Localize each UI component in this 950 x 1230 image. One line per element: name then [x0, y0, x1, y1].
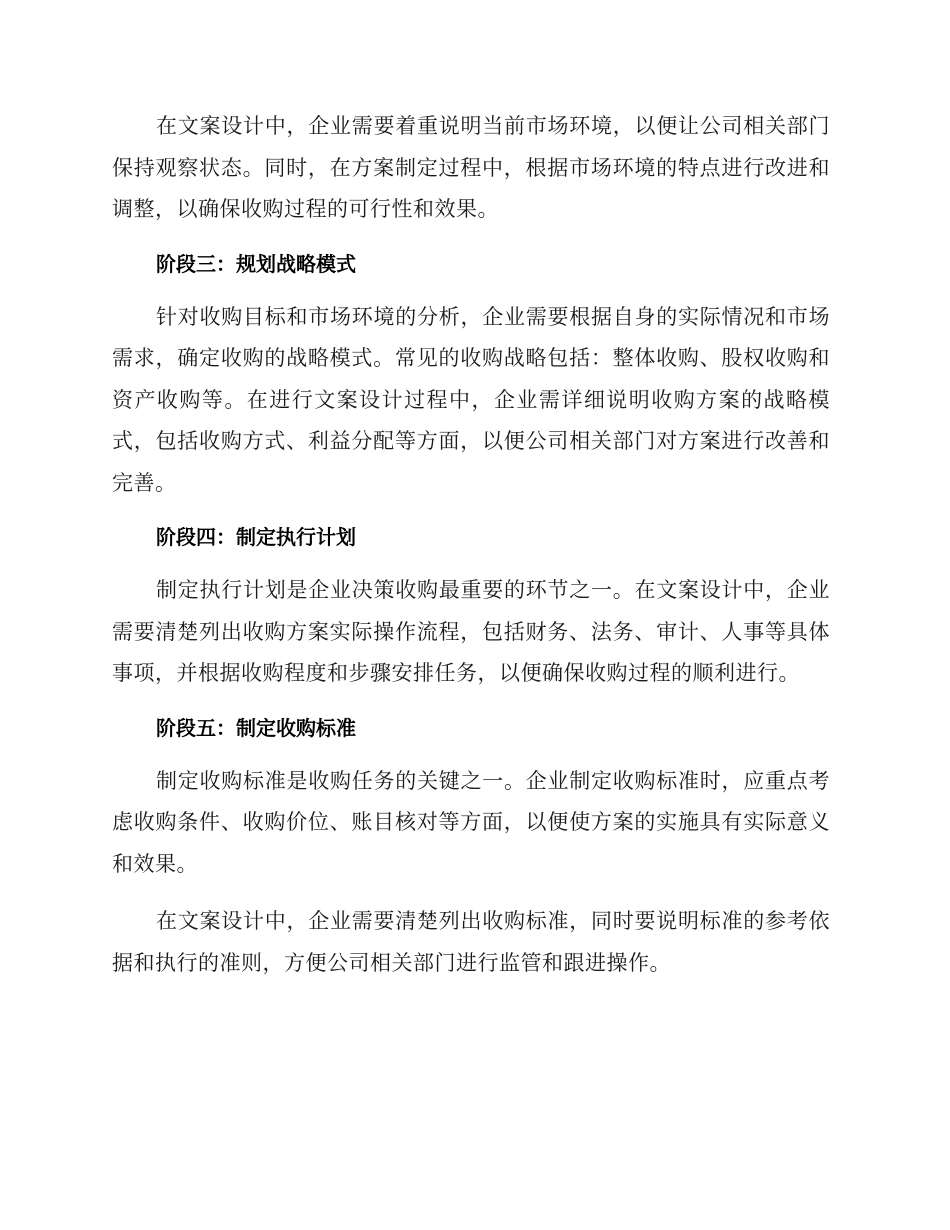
section-heading-stage-five: 阶段五：制定收购标准: [156, 715, 356, 740]
section-heading-stage-three: 阶段三：规划战略模式: [156, 251, 356, 276]
paragraph-market-environment: 在文案设计中，企业需要着重说明当前市场环境，以便让公司相关部门保持观察状态。同时，在方案制定过程中，根据市场环境的特点进行改进和调整，以确保收购过程的可行性和效果。: [112, 114, 830, 221]
paragraph-execution-plan: 制定执行计划是企业决策收购最重要的环节之一。在文案设计中，企业需要清楚列出收购方案实际操作流程，包括财务、法务、审计、人事等具体事项，并根据收购程度和步骤安排任务，以便确保收购过程的顺利进行。: [112, 578, 830, 685]
paragraph-standards-supervision: 在文案设计中，企业需要清楚列出收购标准，同时要说明标准的参考依据和执行的准则，方便公司相关部门进行监管和跟进操作。: [112, 909, 830, 975]
document-page: [112, 106, 830, 1000]
paragraph-strategy-mode: 针对收购目标和市场环境的分析，企业需要根据自身的实际情况和市场需求，确定收购的战略模式。常见的收购战略包括：整体收购、股权收购和资产收购等。在进行文案设计过程中，企业需详细说明收购方案的战略模式，包括收购方式、利益分配等方面，以便公司相关部门对方案进行改善和完善。: [112, 304, 830, 495]
paragraph-acquisition-standards: 制定收购标准是收购任务的关键之一。企业制定收购标准时，应重点考虑收购条件、收购价位、账目核对等方面，以便使方案的实施具有实际意义和效果。: [112, 768, 830, 876]
section-heading-stage-four: 阶段四：制定执行计划: [156, 525, 356, 549]
